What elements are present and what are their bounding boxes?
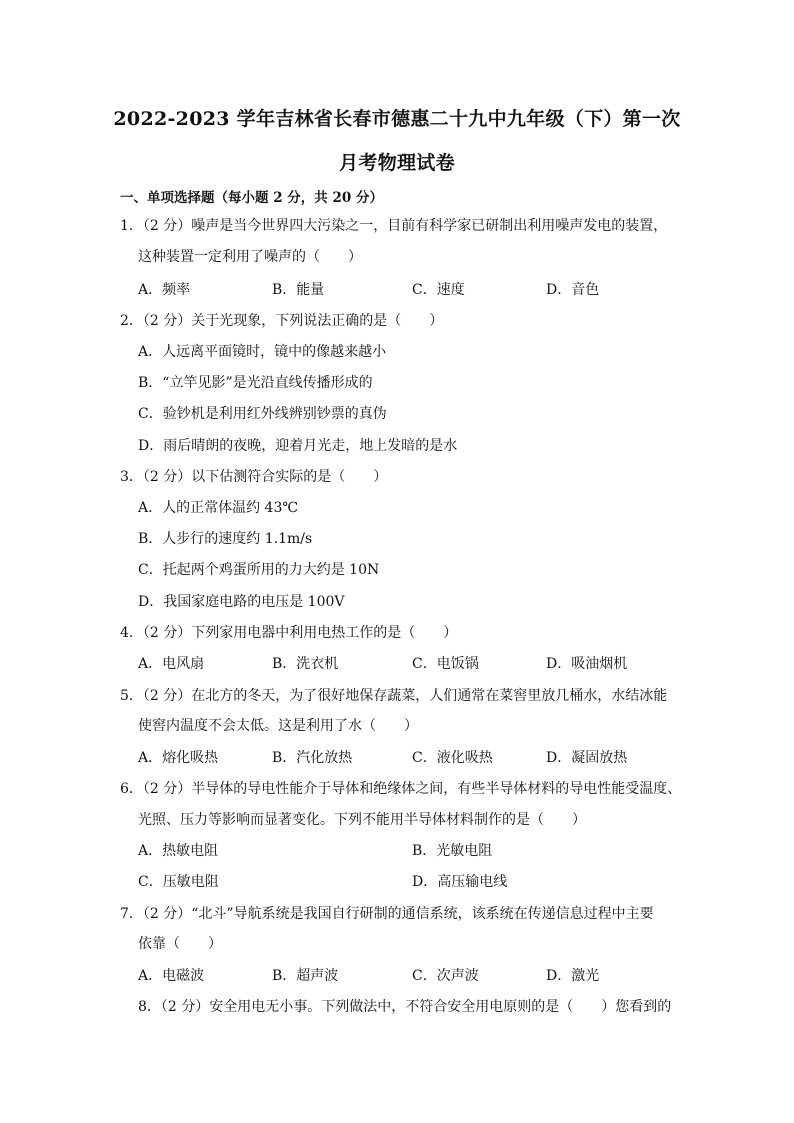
question-5-stem-line2: 使窖内温度不会太低。这是利用了水（ ）: [138, 718, 418, 734]
question-6-option-a: A．热敏电阻: [138, 843, 219, 859]
question-5-option-a: A．熔化吸热: [138, 750, 219, 766]
question-3-option-b: B．人步行的速度约 1.1m/s: [138, 531, 313, 547]
question-6-option-b: B．光敏电阻: [412, 843, 493, 859]
question-8-stem: 8．（2 分）安全用电无小事。下列做法中，不符合安全用电原则的是（ ）您看到的: [138, 999, 672, 1015]
question-1-option-a: A．频率: [138, 282, 191, 298]
question-5-option-b: B．汽化放热: [272, 750, 353, 766]
question-1-stem-line1: 1．（2 分）噪声是当今世界四大污染之一，目前有科学家已研制出利用噪声发电的装置，: [120, 218, 668, 234]
question-2-option-c: C．验钞机是利用红外线辨别钞票的真伪: [138, 406, 387, 422]
question-7-option-b: B．超声波: [272, 968, 339, 984]
question-1-option-b: B．能量: [272, 282, 325, 298]
question-1-option-d: D．音色: [546, 282, 600, 298]
question-3-option-d: D．我国家庭电路的电压是 100V: [138, 594, 345, 610]
question-7-option-d: D．激光: [546, 968, 600, 984]
question-2-stem: 2．（2 分）关于光现象，下列说法正确的是（ ）: [120, 313, 444, 329]
question-7-stem-line1: 7．（2 分）“北斗”导航系统是我国自行研制的通信系统，该系统在传递信息过程中主要: [120, 906, 654, 922]
exam-title-line2: 月考物理试卷: [339, 152, 455, 174]
question-4-option-d: D．吸油烟机: [546, 656, 628, 672]
question-7-stem-line2: 依靠（ ）: [138, 936, 222, 952]
question-5-option-d: D．凝固放热: [546, 750, 628, 766]
question-7-option-a: A．电磁波: [138, 968, 205, 984]
question-6-option-d: D．高压输电线: [412, 874, 508, 890]
question-3-option-c: C．托起两个鸡蛋所用的力大约是 10N: [138, 562, 380, 578]
question-6-stem-line2: 光照、压力等影响而显著变化。下列不能用半导体材料制作的是（ ）: [138, 812, 586, 828]
question-4-stem: 4．（2 分）下列家用电器中利用电热工作的是（ ）: [120, 625, 458, 641]
question-5-option-c: C．液化吸热: [412, 750, 493, 766]
question-2-option-d: D．雨后晴朗的夜晚，迎着月光走，地上发暗的是水: [138, 438, 458, 454]
question-4-option-b: B．洗衣机: [272, 656, 339, 672]
question-5-stem-line1: 5．（2 分）在北方的冬天，为了很好地保存蔬菜，人们通常在菜窖里放几桶水，水结冰能: [120, 688, 668, 704]
exam-title-line1: 2022-2023 学年吉林省长春市德惠二十九中九年级（下）第一次: [113, 108, 681, 130]
question-1-option-c: C．速度: [412, 282, 465, 298]
question-3-stem: 3．（2 分）以下估测符合实际的是（ ）: [120, 469, 388, 485]
question-2-option-b: B．“立竿见影”是光沿直线传播形成的: [138, 375, 373, 391]
question-1-stem-line2: 这种装置一定利用了噪声的（ ）: [138, 249, 362, 265]
question-3-option-a: A．人的正常体温约 43℃: [138, 500, 299, 516]
question-4-option-c: C．电饭锅: [412, 656, 479, 672]
question-2-option-a: A．人远离平面镜时，镜中的像越来越小: [138, 344, 387, 360]
question-6-option-c: C．压敏电阻: [138, 874, 219, 890]
question-4-option-a: A．电风扇: [138, 656, 205, 672]
section-heading: 一、单项选择题（每小题 2 分，共 20 分）: [120, 190, 383, 206]
question-7-option-c: C．次声波: [412, 968, 479, 984]
question-6-stem-line1: 6．（2 分）半导体的导电性能介于导体和绝缘体之间，有些半导体材料的导电性能受温度、: [120, 781, 682, 797]
